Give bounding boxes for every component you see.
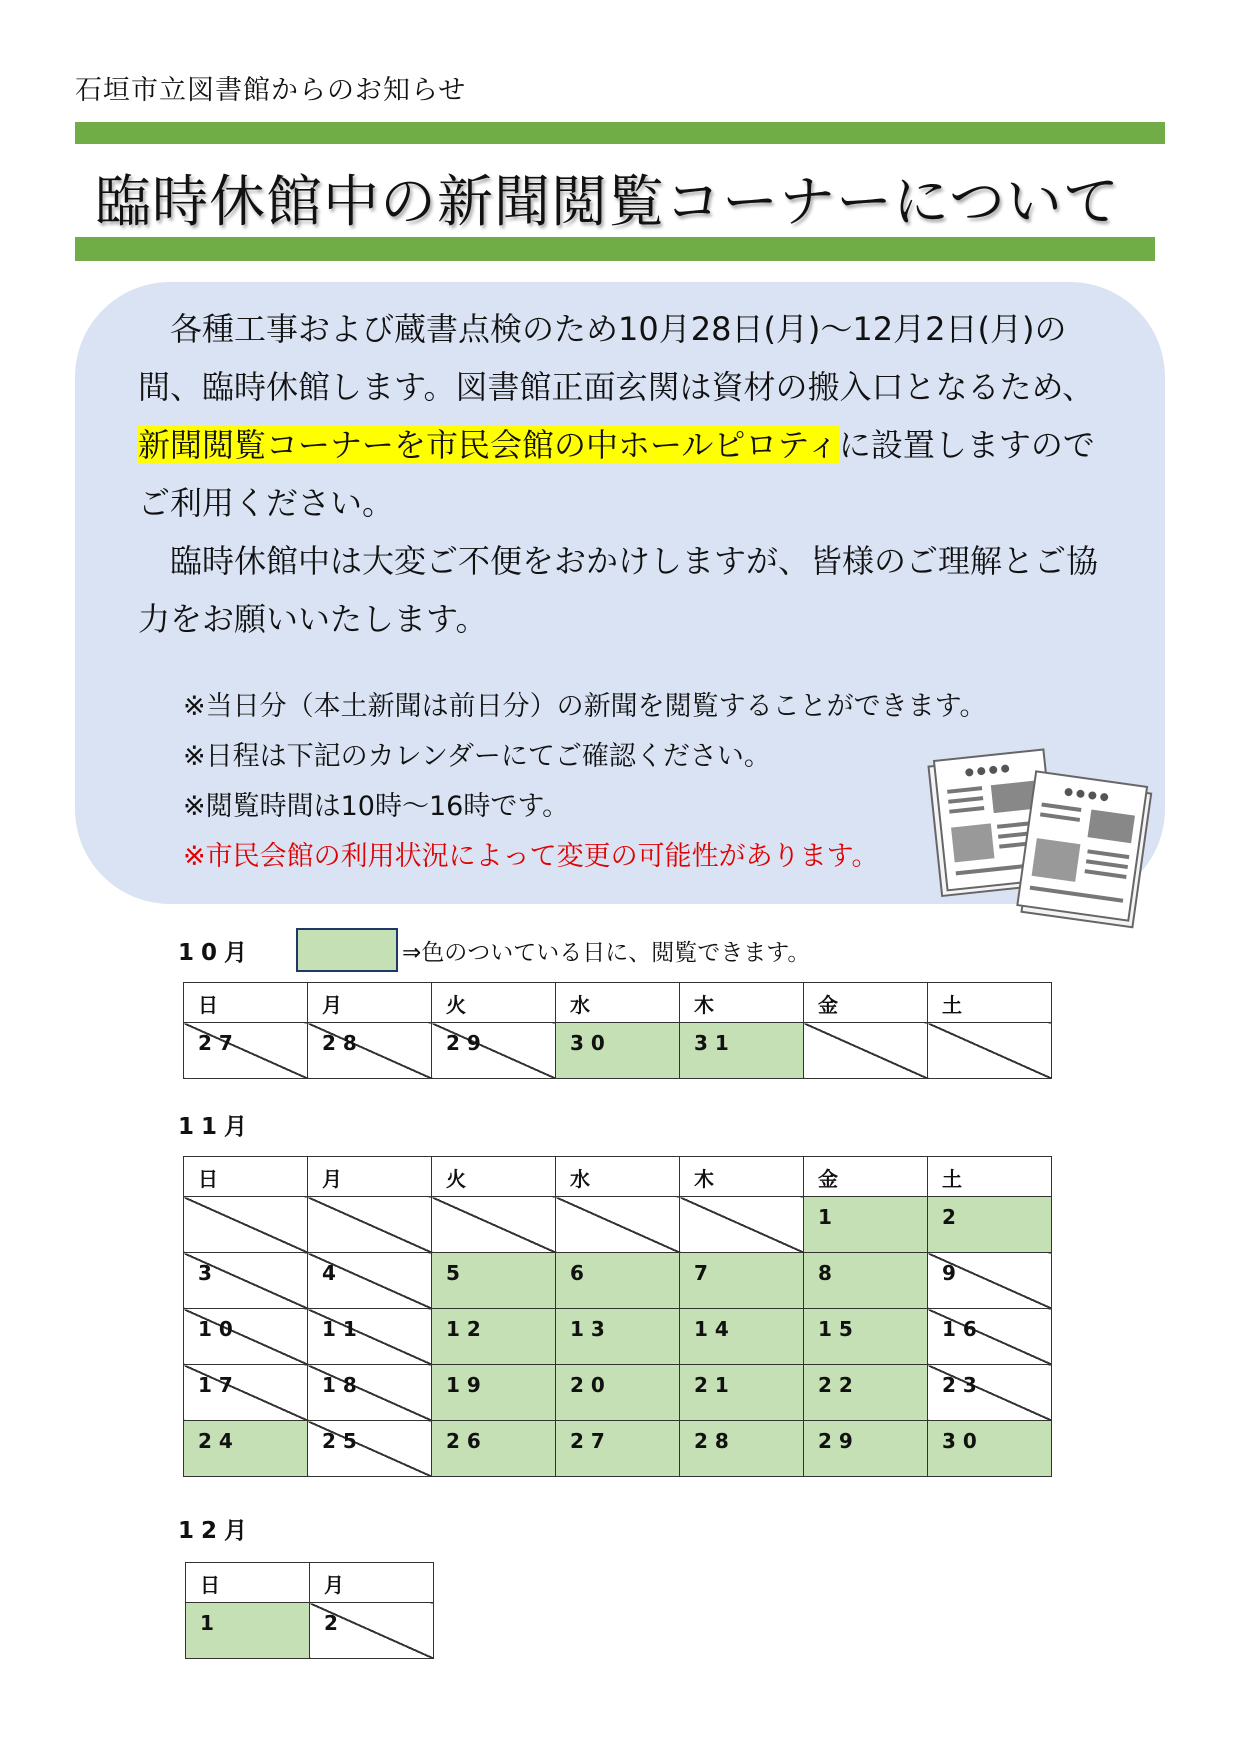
open-day-cell [680, 1309, 804, 1365]
day-number: 15 [818, 1317, 860, 1341]
day-number: 7 [694, 1261, 715, 1285]
newspaper-icon [925, 745, 1155, 945]
month-label-dec: 12月 [178, 1518, 255, 1544]
bottom-green-bar [75, 237, 1155, 261]
notice-paragraph-2: 臨時休館中は大変ご不便をおかけしますが、皆様のご理解とご協力をお願いいたします。 [138, 542, 1099, 638]
open-day-cell [432, 1365, 556, 1421]
open-day-cell [432, 1421, 556, 1477]
weekday-label: 木 [694, 993, 721, 1017]
day-number: 8 [818, 1261, 839, 1285]
closed-day-cell [308, 1253, 432, 1309]
calendar-week-row [184, 1365, 1052, 1421]
closed-day-cell [804, 1023, 928, 1079]
closed-day-cell [310, 1603, 434, 1659]
day-number: 13 [570, 1317, 612, 1341]
notice-text-before: 各種工事および蔵書点検のため10月28日(月)～12月2日(月)の間、臨時休館します。図書館正面玄関は資材の搬入口となるため、 [138, 310, 1095, 406]
weekday-header-cell [804, 1157, 928, 1197]
weekday-label: 土 [942, 993, 969, 1017]
day-number: 28 [322, 1031, 364, 1055]
day-number: 1 [200, 1611, 221, 1635]
day-number: 20 [570, 1373, 612, 1397]
legend-text: ⇒色のついている日に、閲覧できます。 [402, 940, 811, 966]
notice-text-after: に設置しますのでご利用ください。 [138, 426, 1095, 522]
open-day-cell [680, 1253, 804, 1309]
closed-day-cell [308, 1197, 432, 1253]
closed-day-cell [308, 1365, 432, 1421]
notice-highlight: 新聞閲覧コーナーを市民会館の中ホールピロティ [138, 426, 839, 464]
open-day-cell [928, 1421, 1052, 1477]
calendar-week-row [184, 1253, 1052, 1309]
closed-day-cell [928, 1023, 1052, 1079]
weekday-header-cell [308, 1157, 432, 1197]
weekday-label: 月 [324, 1573, 351, 1597]
note-hours: ※閲覧時間は10時～16時です。 [183, 791, 570, 822]
page-title: 臨時休館中の新聞閲覧コーナーについて [95, 170, 1120, 235]
closed-day-cell [184, 1197, 308, 1253]
day-number: 14 [694, 1317, 736, 1341]
weekday-label: 金 [818, 993, 845, 1017]
open-day-cell [804, 1421, 928, 1477]
weekday-header-cell [556, 1157, 680, 1197]
open-day-cell [432, 1253, 556, 1309]
weekday-label: 土 [942, 1167, 969, 1191]
weekday-label: 月 [322, 1167, 349, 1191]
day-number: 18 [322, 1373, 364, 1397]
open-day-cell [928, 1197, 1052, 1253]
weekday-header-cell [432, 1157, 556, 1197]
open-day-cell [680, 1365, 804, 1421]
note-warning: ※市民会館の利用状況によって変更の可能性があります。 [183, 841, 879, 872]
day-number: 9 [942, 1261, 963, 1285]
weekday-header-cell [680, 983, 804, 1023]
day-number: 25 [322, 1429, 364, 1453]
weekday-label: 水 [570, 993, 597, 1017]
legend-swatch [296, 928, 398, 972]
weekday-header-cell [556, 983, 680, 1023]
calendar-week-row [184, 1309, 1052, 1365]
day-number: 5 [446, 1261, 467, 1285]
day-number: 27 [570, 1429, 612, 1453]
closed-day-cell [680, 1197, 804, 1253]
weekday-label: 火 [446, 993, 473, 1017]
closed-day-cell [928, 1309, 1052, 1365]
calendar-november [183, 1156, 1052, 1477]
weekday-label: 水 [570, 1167, 597, 1191]
day-number: 19 [446, 1373, 488, 1397]
day-number: 2 [942, 1205, 963, 1229]
open-day-cell [432, 1309, 556, 1365]
open-day-cell [556, 1421, 680, 1477]
calendar-october [183, 982, 1052, 1079]
weekday-header-cell [432, 983, 556, 1023]
closed-day-cell [432, 1023, 556, 1079]
closed-day-cell [308, 1023, 432, 1079]
weekday-header-cell [804, 983, 928, 1023]
open-day-cell [804, 1309, 928, 1365]
day-number: 24 [198, 1429, 240, 1453]
weekday-header-row [184, 983, 1052, 1023]
closed-day-cell [432, 1197, 556, 1253]
day-number: 31 [694, 1031, 736, 1055]
day-number: 30 [570, 1031, 612, 1055]
weekday-header-cell [184, 1157, 308, 1197]
weekday-label: 日 [198, 1167, 225, 1191]
weekday-header-cell [928, 1157, 1052, 1197]
open-day-cell [184, 1421, 308, 1477]
weekday-header-cell [680, 1157, 804, 1197]
day-number: 3 [198, 1261, 219, 1285]
note-schedule: ※日程は下記のカレンダーにてご確認ください。 [183, 741, 771, 772]
day-number: 11 [322, 1317, 364, 1341]
calendar-week-row [184, 1421, 1052, 1477]
closed-day-cell [184, 1309, 308, 1365]
closed-day-cell [556, 1197, 680, 1253]
closed-day-cell [308, 1309, 432, 1365]
calendar-week-row [184, 1197, 1052, 1253]
open-day-cell [556, 1309, 680, 1365]
closed-day-cell [308, 1421, 432, 1477]
day-number: 21 [694, 1373, 736, 1397]
open-day-cell [186, 1603, 310, 1659]
day-number: 29 [818, 1429, 860, 1453]
day-number: 23 [942, 1373, 984, 1397]
open-day-cell [556, 1023, 680, 1079]
day-number: 2 [324, 1611, 345, 1635]
note-same-day: ※当日分（本土新聞は前日分）の新聞を閲覧することができます。 [183, 691, 987, 722]
open-day-cell [556, 1365, 680, 1421]
organization-label: 石垣市立図書館からのお知らせ [75, 75, 467, 106]
open-day-cell [680, 1023, 804, 1079]
closed-day-cell [184, 1253, 308, 1309]
calendar-week-row [184, 1023, 1052, 1079]
closed-day-cell [184, 1023, 308, 1079]
weekday-label: 火 [446, 1167, 473, 1191]
day-number: 26 [446, 1429, 488, 1453]
weekday-label: 日 [200, 1573, 227, 1597]
day-number: 27 [198, 1031, 240, 1055]
day-number: 22 [818, 1373, 860, 1397]
notice-paragraph-1 [138, 300, 1118, 532]
month-label-oct: 10月 [178, 940, 255, 966]
weekday-label: 日 [198, 993, 225, 1017]
weekday-header-row [184, 1157, 1052, 1197]
open-day-cell [804, 1365, 928, 1421]
weekday-label: 金 [818, 1167, 845, 1191]
closed-day-cell [184, 1365, 308, 1421]
day-number: 4 [322, 1261, 343, 1285]
top-green-bar [75, 122, 1165, 144]
closed-day-cell [928, 1365, 1052, 1421]
open-day-cell [804, 1253, 928, 1309]
month-label-nov: 11月 [178, 1114, 255, 1140]
open-day-cell [680, 1421, 804, 1477]
day-number: 16 [942, 1317, 984, 1341]
weekday-header-cell [928, 983, 1052, 1023]
day-number: 28 [694, 1429, 736, 1453]
weekday-label: 木 [694, 1167, 721, 1191]
calendar-december [185, 1562, 434, 1659]
day-number: 1 [818, 1205, 839, 1229]
weekday-label: 月 [322, 993, 349, 1017]
day-number: 6 [570, 1261, 591, 1285]
weekday-header-row [186, 1563, 434, 1603]
day-number: 10 [198, 1317, 240, 1341]
day-number: 17 [198, 1373, 240, 1397]
weekday-header-cell [308, 983, 432, 1023]
open-day-cell [804, 1197, 928, 1253]
weekday-header-cell [184, 983, 308, 1023]
open-day-cell [556, 1253, 680, 1309]
calendar-week-row [186, 1603, 434, 1659]
day-number: 12 [446, 1317, 488, 1341]
day-number: 29 [446, 1031, 488, 1055]
day-number: 30 [942, 1429, 984, 1453]
weekday-header-cell [186, 1563, 310, 1603]
closed-day-cell [928, 1253, 1052, 1309]
weekday-header-cell [310, 1563, 434, 1603]
